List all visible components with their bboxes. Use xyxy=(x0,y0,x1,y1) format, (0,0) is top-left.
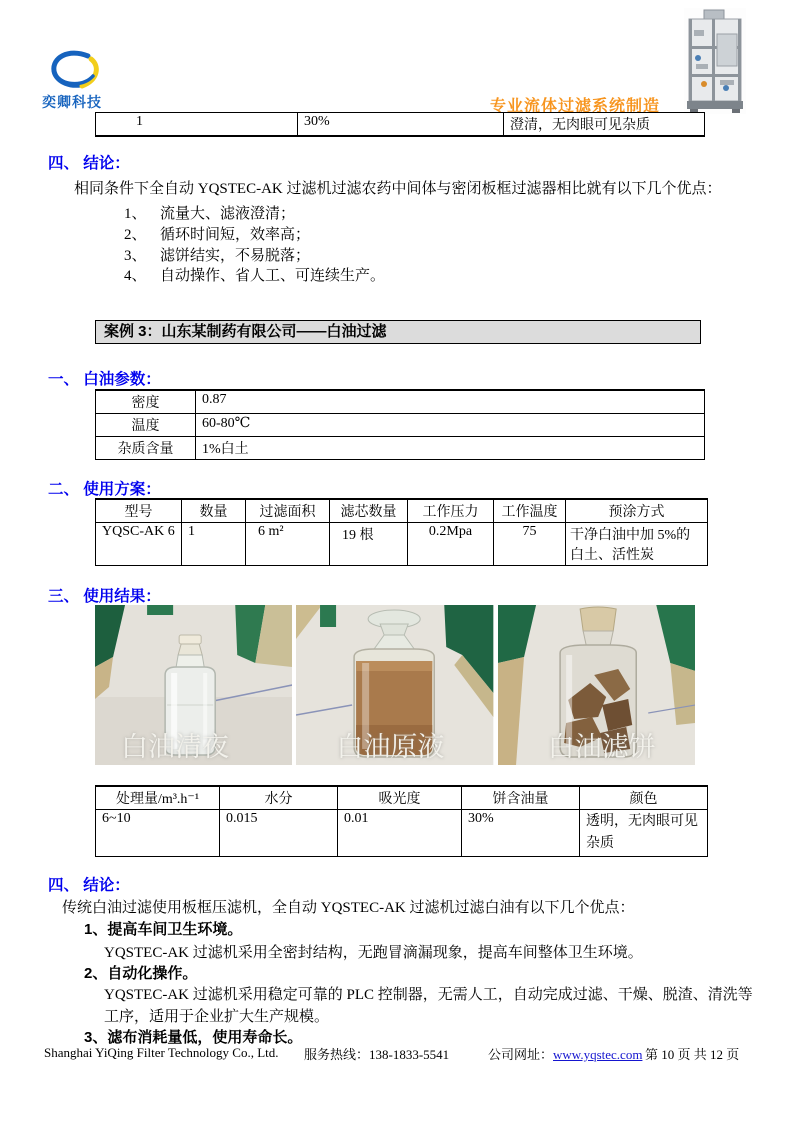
column-header: 饼含油量 xyxy=(462,786,580,810)
table-cell: 6~10 xyxy=(96,810,220,857)
list-item-text: 流量大、滤液澄清； xyxy=(160,206,296,222)
table-cell: 1 xyxy=(96,113,298,137)
column-header: 型号 xyxy=(96,499,182,523)
list-item-number: 1、 xyxy=(124,206,147,222)
photo-label: 白油清夜 xyxy=(121,732,229,762)
table-cell: 干净白油中加 5%的白土、活性炭 xyxy=(566,523,708,566)
header-slogan: 专业流体过滤系统制造 xyxy=(490,98,661,115)
conclusion-point-body: YQSTEC-AK 过滤机采用稳定可靠的 PLC 控制器，无需人工，自动完成过滤、干燥、脱渣、清洗等工序，适用于企业扩大生产规模。 xyxy=(104,987,753,1025)
company-logo-icon xyxy=(48,50,100,94)
section-title-conclusion-1: 四、 结论： xyxy=(48,155,130,172)
photo-label: 白油原液 xyxy=(336,732,445,762)
param-value: 1%白土 xyxy=(196,437,705,460)
continued-result-table xyxy=(95,112,705,137)
case-heading: 案例 3：山东某制药有限公司——白油过滤 xyxy=(95,320,701,344)
table-cell: 1 xyxy=(182,523,246,566)
conclusion-point-heading: 2、自动化操作。 xyxy=(84,965,198,982)
column-header: 水分 xyxy=(220,786,338,810)
result-photos-strip xyxy=(95,605,695,765)
table-cell: 6 m² xyxy=(246,523,330,566)
param-value: 60-80℃ xyxy=(196,414,705,437)
column-header: 数量 xyxy=(182,499,246,523)
column-header: 过滤面积 xyxy=(246,499,330,523)
column-header: 处理量/m³.h⁻¹ xyxy=(96,786,220,810)
conclusion-point-body: YQSTEC-AK 过滤机采用全密封结构，无跑冒滴漏现象，提高车间整体卫生环境。 xyxy=(104,945,643,961)
footer-hotline: 服务热线：138-1833-5541 xyxy=(304,1047,450,1062)
column-header: 工作温度 xyxy=(494,499,566,523)
table-cell: 0.015 xyxy=(220,810,338,857)
list-item xyxy=(124,264,385,285)
list-item xyxy=(124,223,310,244)
list-item-number: 4、 xyxy=(124,268,147,284)
list-item xyxy=(124,202,295,223)
raw-oil-photo xyxy=(296,605,493,765)
table-cell: 75 xyxy=(494,523,566,566)
footer-page-info: 第 10 页 共 12 页 xyxy=(645,1047,740,1062)
equipment-photo xyxy=(684,8,746,114)
list-item-number: 2、 xyxy=(124,227,147,243)
table-cell: 透明，无肉眼可见杂质 xyxy=(580,810,708,857)
column-header: 颜色 xyxy=(580,786,708,810)
list-item-text: 自动操作、省人工、可连续生产。 xyxy=(160,268,386,284)
conclusion-2-intro: 传统白油过滤使用板框压滤机，全自动 YQSTEC-AK 过滤机过滤白油有以下几个优点： xyxy=(62,900,635,916)
footer-website-link[interactable]: www.yqstec.com xyxy=(553,1047,643,1062)
oil-params-table xyxy=(95,389,705,460)
list-item-text: 滤饼结实，不易脱落； xyxy=(160,248,311,264)
footer-company-name: Shanghai YiQing Filter Technology Co., Ltd. xyxy=(44,1045,279,1060)
section-title-usage-plan: 二、 使用方案： xyxy=(48,481,161,498)
results-table xyxy=(95,785,708,857)
table-cell: 30% xyxy=(462,810,580,857)
section-title-conclusion-2: 四、 结论： xyxy=(48,877,130,894)
table-cell: 0.01 xyxy=(338,810,462,857)
param-label: 温度 xyxy=(96,414,196,437)
footer-website-label: 公司网址： xyxy=(488,1047,554,1062)
param-label: 密度 xyxy=(96,390,196,414)
table-cell: 30% xyxy=(298,113,504,137)
column-header: 工作压力 xyxy=(408,499,494,523)
conclusion-1-intro: 相同条件下全自动 YQSTEC-AK 过滤机过滤农药中间体与密闭板框过滤器相比就有以下几个优点： xyxy=(74,181,722,197)
param-label: 杂质含量 xyxy=(96,437,196,460)
list-item-number: 3、 xyxy=(124,248,147,264)
photo-label: 白油滤饼 xyxy=(547,732,656,762)
conclusion-point-heading: 1、提高车间卫生环境。 xyxy=(84,921,243,938)
usage-plan-table xyxy=(95,498,708,566)
company-logo-text: 奕卿科技 xyxy=(42,94,102,110)
section-title-results: 三、 使用结果： xyxy=(48,588,161,605)
table-cell: 澄清，无肉眼可见杂质 xyxy=(504,113,705,137)
conclusion-point-heading: 3、滤布消耗量低，使用寿命长。 xyxy=(84,1029,303,1046)
section-title-oil-params: 一、 白油参数： xyxy=(48,371,161,388)
list-item xyxy=(124,244,310,265)
list-item-text: 循环时间短，效率高； xyxy=(160,227,311,243)
table-cell: YQSC-AK 6 xyxy=(96,523,182,566)
footer-website xyxy=(488,1044,642,1063)
column-header: 滤芯数量 xyxy=(330,499,408,523)
filter-cake-photo xyxy=(498,605,695,765)
table-cell: 0.2Mpa xyxy=(408,523,494,566)
clear-oil-photo xyxy=(95,605,292,765)
table-cell: 19 根 xyxy=(330,523,408,566)
param-value: 0.87 xyxy=(196,390,705,414)
column-header: 预涂方式 xyxy=(566,499,708,523)
column-header: 吸光度 xyxy=(338,786,462,810)
